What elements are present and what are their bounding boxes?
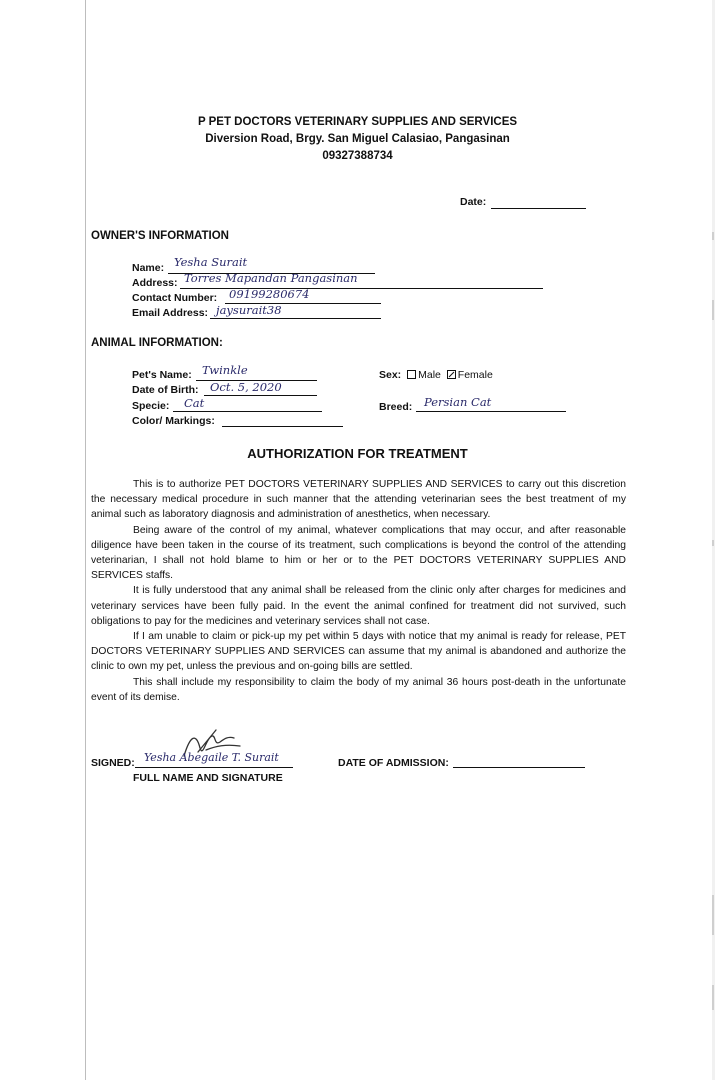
- edge-mark: [712, 895, 714, 935]
- dob-value: Oct. 5, 2020: [210, 380, 282, 394]
- dob-field[interactable]: [204, 395, 317, 396]
- female-checkbox[interactable]: [447, 370, 456, 379]
- business-name: P PET DOCTORS VETERINARY SUPPLIES AND SERVICES: [197, 116, 518, 128]
- sex-label: Sex:: [379, 369, 402, 381]
- email-address-label: Email Address:: [132, 307, 209, 319]
- dob-label: Date of Birth:: [132, 384, 199, 396]
- contact-number-label: Contact Number:: [132, 292, 218, 304]
- signature-caption: FULL NAME AND SIGNATURE: [133, 772, 283, 784]
- date-field[interactable]: [491, 208, 586, 209]
- pet-name-value: Twinkle: [202, 363, 248, 377]
- business-phone: 09327388734: [322, 150, 393, 162]
- authorization-paragraph: Being aware of the control of my animal, whatever complications that may occur, and after reasonable diligence have been taken in the course of its treatment, such complications is beyond the control of the attending veterinarian, I shall not hold blame to him or her or to the PET DOCTORS VETERINARY SUPPLIES AND SERVICES staffs.: [91, 524, 626, 582]
- edge-mark: [712, 985, 714, 1010]
- authorization-paragraph: This is to authorize PET DOCTORS VETERINARY SUPPLIES AND SERVICES to carry out this discretion the necessary medical procedure in such manner that the attending veterinarian sees the best treatment of my animal such as laboratory diagnosis and administration of anesthetics, when necessary.: [91, 479, 626, 521]
- signature-field[interactable]: [135, 767, 293, 768]
- owner-name-label: Name:: [132, 262, 165, 274]
- page-left-border: [85, 0, 86, 1080]
- edge-mark: [712, 540, 714, 546]
- signed-value: Yesha Abegaile T. Surait: [144, 751, 279, 764]
- specie-value: Cat: [184, 396, 205, 410]
- owner-address-value: Torres Mapandan Pangasinan: [184, 271, 358, 285]
- animal-section-title: ANIMAL INFORMATION:: [91, 337, 223, 349]
- breed-field[interactable]: [416, 411, 566, 412]
- breed-label: Breed:: [379, 401, 413, 413]
- breed-value: Persian Cat: [424, 395, 492, 409]
- male-checkbox[interactable]: [407, 370, 416, 379]
- color-markings-field[interactable]: [222, 426, 343, 427]
- specie-field[interactable]: [173, 411, 322, 412]
- email-address-field[interactable]: [210, 318, 381, 319]
- owner-section-title: OWNER'S INFORMATION: [91, 230, 229, 242]
- email-address-value: jaysurait38: [216, 303, 282, 317]
- authorization-paragraph: This shall include my responsibility to claim the body of my animal 36 hours post-death in the unfortunate event of its demise.: [91, 676, 626, 703]
- owner-name-value: Yesha Surait: [174, 255, 248, 269]
- authorization-paragraph: It is fully understood that any animal shall be released from the clinic only after charges for medicines and veterinary services have been fully paid. In the event the animal confined for treatment did not survived, such obligations to pay for the medicines and veterinary services shall not case.: [91, 585, 626, 627]
- authorization-title: AUTHORIZATION FOR TREATMENT: [247, 446, 468, 461]
- authorization-body: [91, 477, 626, 705]
- edge-mark: [712, 232, 714, 240]
- date-of-admission-label: DATE OF ADMISSION:: [338, 757, 449, 769]
- sex-selector: [379, 369, 493, 381]
- authorization-paragraph: If I am unable to claim or pick-up my pet within 5 days with notice that my animal is ready for release, PET DOCTORS VETERINARY SUPPLIES AND SERVICES can assume that my animal is abandoned and authorize the clinic to own my pet, unless the previous and on-going bills are settled.: [91, 631, 626, 673]
- pet-name-label: Pet's Name:: [132, 369, 192, 381]
- edge-mark: [712, 300, 714, 320]
- date-of-admission-field[interactable]: [453, 767, 585, 768]
- contact-number-value: 09199280674: [229, 287, 310, 301]
- owner-address-label: Address:: [132, 277, 178, 289]
- date-label: Date:: [460, 196, 487, 208]
- signed-label: SIGNED:: [91, 757, 135, 769]
- specie-label: Specie:: [132, 400, 170, 412]
- business-address: Diversion Road, Brgy. San Miguel Calasiao, Pangasinan: [205, 133, 510, 145]
- color-markings-label: Color/ Markings:: [132, 415, 215, 427]
- female-label: Female: [457, 369, 493, 381]
- male-label: Male: [418, 369, 441, 381]
